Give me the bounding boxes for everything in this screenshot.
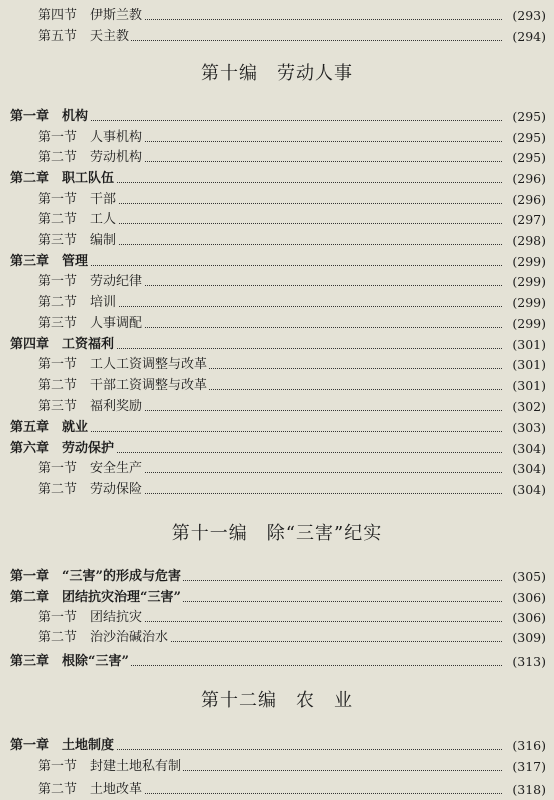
chapter-title: 第三章 根除“三害” xyxy=(10,652,131,672)
page-number: (303) xyxy=(512,420,546,435)
chapter-title: 第一章 “三害”的形成与危害 xyxy=(10,567,183,587)
page-number: (299) xyxy=(512,295,546,310)
page-number: (297) xyxy=(512,212,546,227)
section-title: 第四节 伊斯兰教 xyxy=(38,6,144,26)
section-title: 第二节 劳动保险 xyxy=(38,480,144,500)
page-number: (296) xyxy=(512,171,546,186)
section-title: 第一节 团结抗灾 xyxy=(38,608,144,628)
toc-chapter-entry[interactable] xyxy=(0,418,554,438)
part-title: 第十编 劳动人事 xyxy=(201,63,353,84)
page-number: (295) xyxy=(512,109,546,124)
part-title: 第十一编 除“三害”纪实 xyxy=(171,523,383,544)
toc-chapter-entry[interactable] xyxy=(0,335,554,355)
toc-chapter-entry[interactable] xyxy=(0,107,554,127)
page-number: (304) xyxy=(512,441,546,456)
chapter-title: 第五章 就业 xyxy=(10,418,90,438)
page-number: (296) xyxy=(512,192,546,207)
page-number: (304) xyxy=(512,461,546,476)
page-number: (318) xyxy=(512,782,546,797)
chapter-title: 第一章 土地制度 xyxy=(10,736,116,756)
page-number: (299) xyxy=(512,316,546,331)
section-title: 第一节 封建土地私有制 xyxy=(38,757,183,777)
toc-section-entry[interactable] xyxy=(0,459,554,479)
section-title: 第一节 劳动纪律 xyxy=(38,272,144,292)
section-title: 第二节 工人 xyxy=(38,210,118,230)
toc-section-entry[interactable] xyxy=(0,190,554,210)
toc-chapter-entry[interactable] xyxy=(0,736,554,756)
section-title: 第三节 人事调配 xyxy=(38,314,144,334)
toc-section-entry[interactable] xyxy=(0,376,554,396)
page-number: (294) xyxy=(512,29,546,44)
page-number: (295) xyxy=(512,130,546,145)
page-number: (317) xyxy=(512,759,546,774)
page-number: (304) xyxy=(512,482,546,497)
page-number: (305) xyxy=(512,569,546,584)
section-title: 第二节 治沙治碱治水 xyxy=(38,628,170,648)
page-number: (299) xyxy=(512,274,546,289)
section-title: 第二节 干部工资调整与改革 xyxy=(38,376,209,396)
page-number: (306) xyxy=(512,610,546,625)
dot-leader xyxy=(18,431,502,432)
chapter-title: 第二章 职工队伍 xyxy=(10,169,116,189)
section-title: 第一节 工人工资调整与改革 xyxy=(38,355,209,375)
part-title: 第十二编 农 业 xyxy=(201,690,353,711)
section-title: 第三节 福利奖励 xyxy=(38,397,144,417)
toc-section-entry[interactable] xyxy=(0,355,554,375)
toc-section-entry[interactable] xyxy=(0,27,554,47)
page-number: (306) xyxy=(512,590,546,605)
section-title: 第三节 编制 xyxy=(38,231,118,251)
toc-section-entry[interactable] xyxy=(0,128,554,148)
toc-chapter-entry[interactable] xyxy=(0,567,554,587)
page-number: (299) xyxy=(512,254,546,269)
toc-section-entry[interactable] xyxy=(0,148,554,168)
chapter-title: 第二章 团结抗灾治理“三害” xyxy=(10,588,183,608)
toc-chapter-entry[interactable] xyxy=(0,252,554,272)
page-number: (301) xyxy=(512,337,546,352)
page-number: (298) xyxy=(512,233,546,248)
page-number: (301) xyxy=(512,378,546,393)
toc-chapter-entry[interactable] xyxy=(0,169,554,189)
section-title: 第一节 安全生产 xyxy=(38,459,144,479)
section-title: 第五节 天主教 xyxy=(38,27,131,47)
chapter-title: 第一章 机构 xyxy=(10,107,90,127)
section-title: 第二节 培训 xyxy=(38,293,118,313)
toc-section-entry[interactable] xyxy=(0,608,554,628)
toc-section-entry[interactable] xyxy=(0,628,554,648)
toc-chapter-entry[interactable] xyxy=(0,652,554,672)
page-number: (295) xyxy=(512,150,546,165)
toc-section-entry[interactable] xyxy=(0,314,554,334)
section-title: 第二节 土地改革 xyxy=(38,780,144,800)
toc-section-entry[interactable] xyxy=(0,480,554,500)
toc-section-entry[interactable] xyxy=(0,6,554,26)
chapter-title: 第四章 工资福利 xyxy=(10,335,116,355)
page-number: (293) xyxy=(512,8,546,23)
toc-section-entry[interactable] xyxy=(0,397,554,417)
toc-section-entry[interactable] xyxy=(0,231,554,251)
toc-section-entry[interactable] xyxy=(0,757,554,777)
toc-section-entry[interactable] xyxy=(0,780,554,800)
toc-section-entry[interactable] xyxy=(0,293,554,313)
section-title: 第一节 干部 xyxy=(38,190,118,210)
dot-leader xyxy=(18,265,502,266)
page-number: (301) xyxy=(512,357,546,372)
toc-section-entry[interactable] xyxy=(0,272,554,292)
chapter-title: 第六章 劳动保护 xyxy=(10,439,116,459)
section-title: 第二节 劳动机构 xyxy=(38,148,144,168)
toc-chapter-entry[interactable] xyxy=(0,588,554,608)
chapter-title: 第三章 管理 xyxy=(10,252,90,272)
section-title: 第一节 人事机构 xyxy=(38,128,144,148)
dot-leader xyxy=(18,120,502,121)
toc-section-entry[interactable] xyxy=(0,210,554,230)
page-number: (309) xyxy=(512,630,546,645)
page-number: (316) xyxy=(512,738,546,753)
page-number: (302) xyxy=(512,399,546,414)
page-number: (313) xyxy=(512,654,546,669)
toc-chapter-entry[interactable] xyxy=(0,439,554,459)
